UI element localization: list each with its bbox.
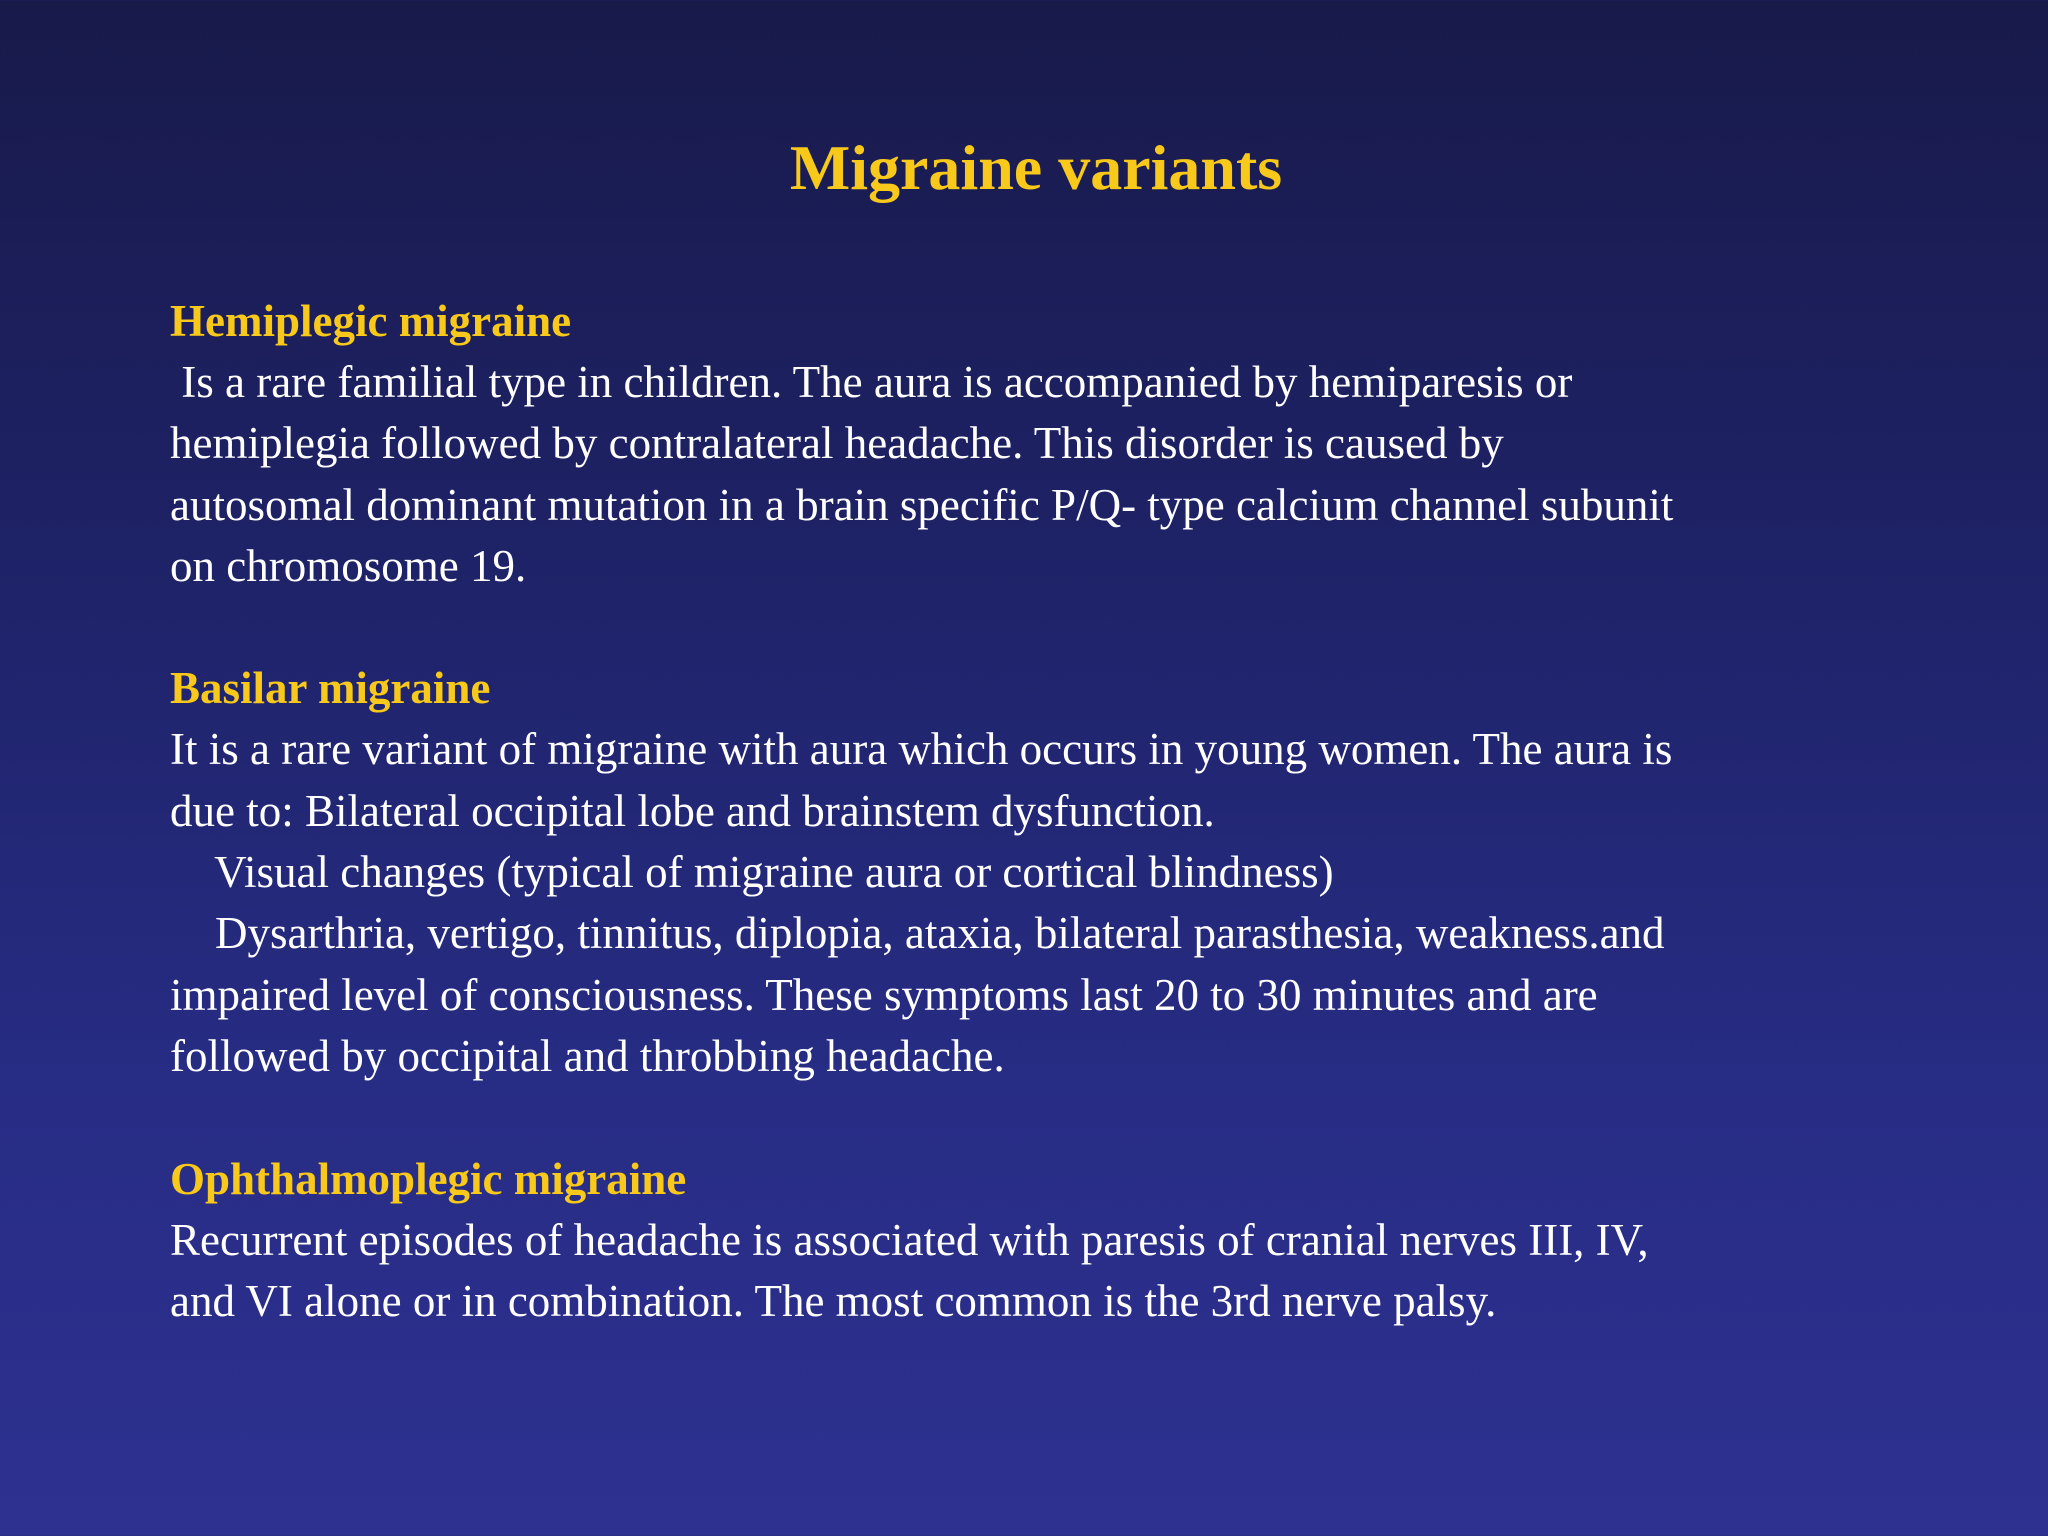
section-hemiplegic-migraine [170,291,1930,597]
body-line: followed by occipital and throbbing headache. [170,1030,1005,1081]
body-line: Visual changes (typical of migraine aura or cortical blindness) [170,847,1334,898]
body-line: impaired level of consciousness. These symptoms last 20 to 30 minutes and are [170,969,1598,1020]
section-ophthalmoplegic-migraine [170,1149,1930,1333]
body-line: Is a rare familial type in children. The aura is accompanied by hemiparesis or [170,357,1573,407]
body-line: autosomal dominant mutation in a brain specific P/Q- type calcium channel subunit [170,479,1674,530]
body-line: Dysarthria, vertigo, tinnitus, diplopia, ataxia, bilateral parasthesia, weakness.and [170,908,1665,959]
section-heading: Hemiplegic migraine [170,296,572,346]
body-line: It is a rare variant of migraine with aura which occurs in young women. The aura is [170,724,1673,775]
section-spacer [170,597,1930,658]
body-line: hemiplegia followed by contralateral headache. This disorder is caused by [170,418,1504,469]
slide-title: Migraine variants [789,132,1283,203]
slide-content [170,291,1930,1332]
body-line: due to: Bilateral occipital lobe and brainstem dysfunction. [170,785,1215,836]
body-line: on chromosome 19. [170,540,527,591]
body-line: Recurrent episodes of headache is associated with paresis of cranial nerves III, IV, [170,1214,1649,1265]
section-heading: Basilar migraine [170,663,491,714]
section-basilar-migraine [170,658,1930,1087]
section-heading: Ophthalmoplegic migraine [170,1153,687,1204]
section-spacer [170,1087,1930,1148]
body-line: and VI alone or in combination. The most common is the 3rd nerve palsy. [170,1275,1497,1326]
